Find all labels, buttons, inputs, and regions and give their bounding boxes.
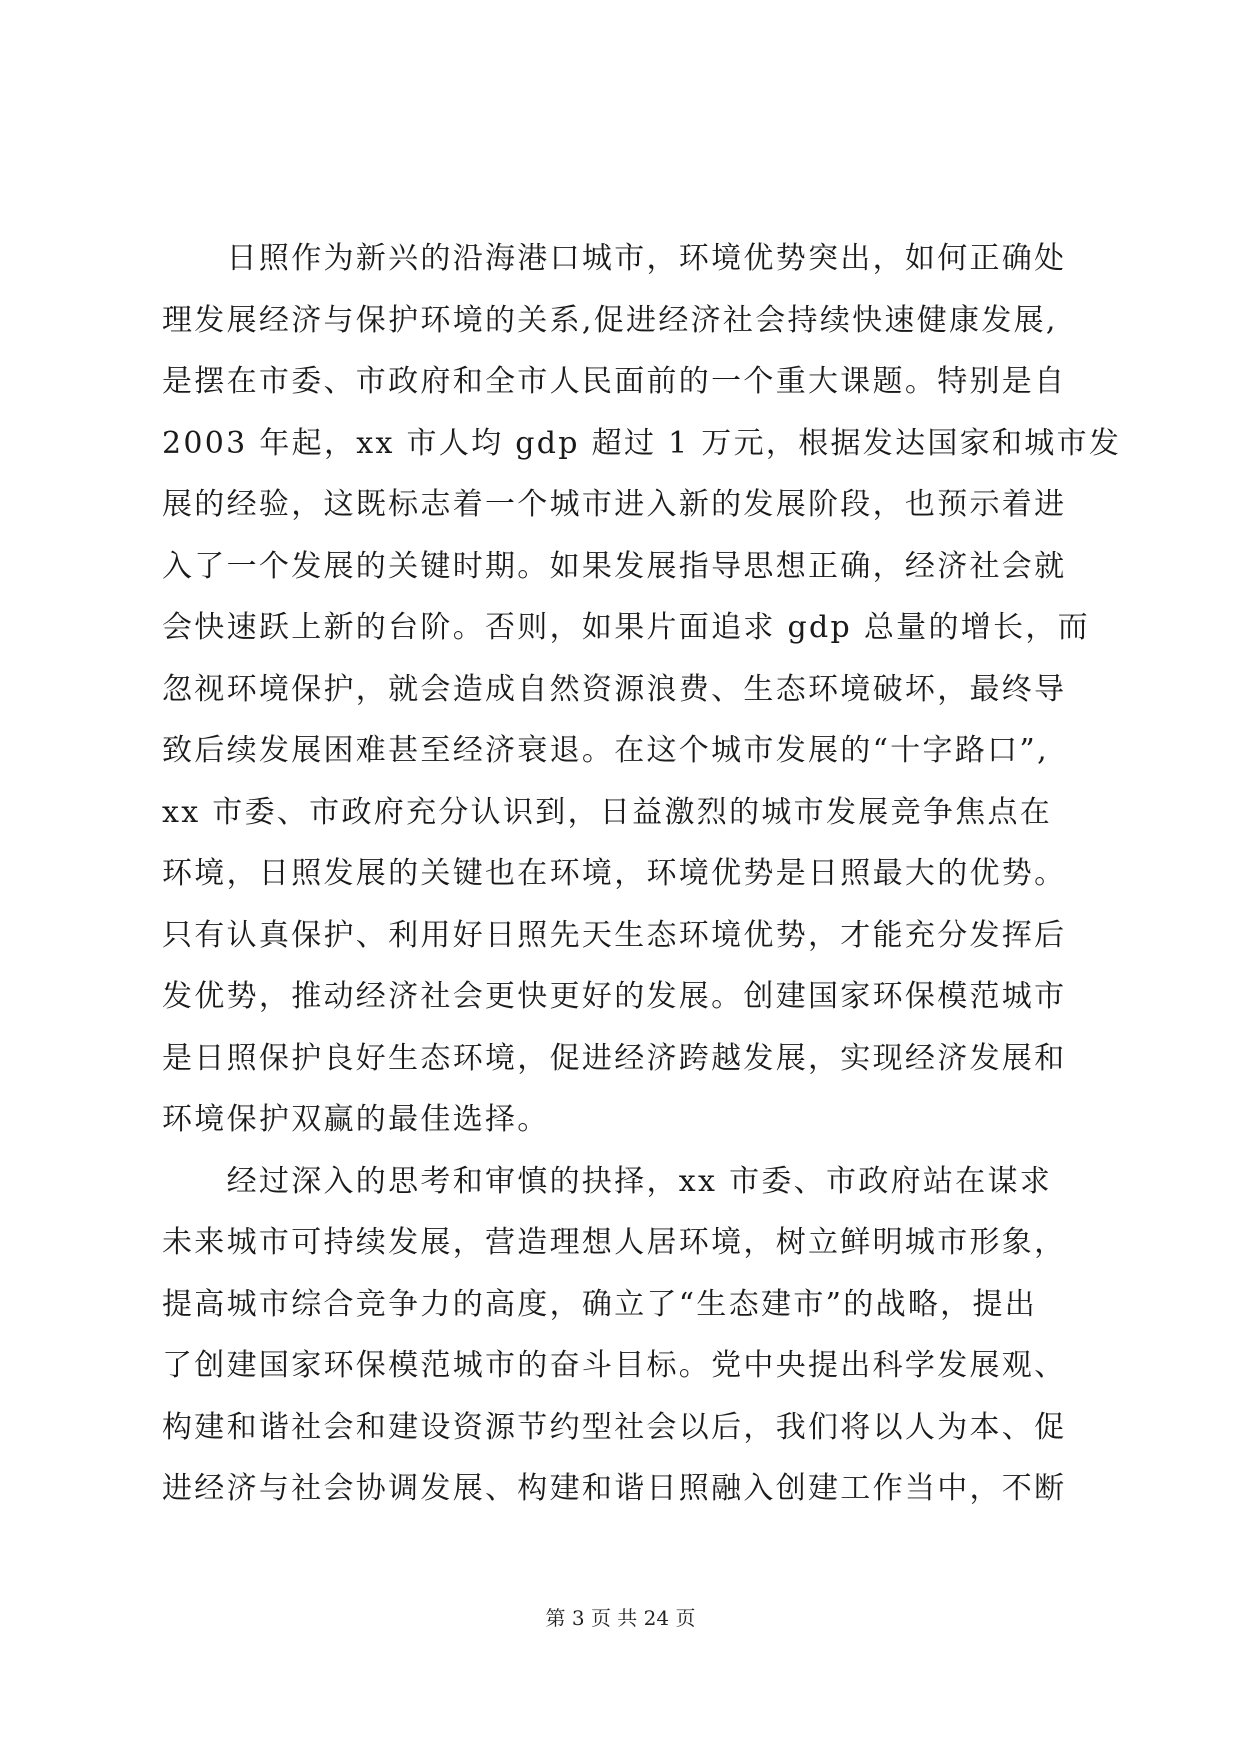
text-line: 环境保护双赢的最佳选择。: [162, 1102, 550, 1137]
text-line: 入了一个发展的关键时期。如果发展指导思想正确，经济社会就: [162, 548, 1067, 584]
text-line: 构建和谐社会和建设资源节约型社会以后，我们将以人为本、促: [162, 1409, 1067, 1445]
text-line: 是摆在市委、市政府和全市人民面前的一个重大课题。特别是自: [162, 364, 1067, 399]
text-line: 提高城市综合竞争力的高度，确立了“生态建市”的战略，提出: [162, 1286, 1038, 1322]
text-line: 是日照保护良好生态环境，促进经济跨越发展，实现经济发展和: [162, 1040, 1067, 1076]
text-line: 发优势，推动经济社会更快更好的发展。创建国家环保模范城市: [162, 979, 1067, 1014]
text-line: 环境，日照发展的关键也在环境，环境优势是日照最大的优势。: [162, 856, 1067, 891]
text-line: 未来城市可持续发展，营造理想人居环境，树立鲜明城市形象，: [162, 1225, 1067, 1260]
text-line: 理发展经济与保护环境的关系,促进经济社会持续快速健康发展,: [162, 302, 1058, 338]
text-line: 忽视环境保护，就会造成自然资源浪费、生态环境破坏，最终导: [162, 671, 1067, 707]
page-number-footer: 第 3 页 共 24 页: [545, 1606, 696, 1630]
text-line: 了创建国家环保模范城市的奋斗目标。党中央提出科学发展观、: [162, 1348, 1067, 1383]
paragraph-1: [162, 228, 1122, 1151]
text-line: 日照作为新兴的沿海港口城市，环境优势突出，如何正确处: [162, 241, 1067, 276]
text-line: 致后续发展困难甚至经济衰退。在这个城市发展的“十字路口”,: [162, 733, 1049, 768]
text-line: 2003 年起，xx 市人均 gdp 超过 1 万元，根据发达国家和城市发: [162, 425, 1122, 461]
text-line: 会快速跃上新的台阶。否则，如果片面追求 gdp 总量的增长，而: [162, 610, 1090, 645]
body-text: [162, 228, 1122, 1520]
text-line: 进经济与社会协调发展、构建和谐日照融入创建工作当中，不断: [162, 1471, 1067, 1506]
text-line: 只有认真保护、利用好日照先天生态环境优势，才能充分发挥后: [162, 917, 1067, 953]
text-line: 经过深入的思考和审慎的抉择，xx 市委、市政府站在谋求: [162, 1163, 1053, 1199]
text-line: 展的经验，这既标志着一个城市进入新的发展阶段，也预示着进: [162, 487, 1067, 522]
paragraph-2: [162, 1151, 1092, 1520]
text-line: xx 市委、市政府充分认识到，日益激烈的城市发展竞争焦点在: [162, 794, 1053, 830]
